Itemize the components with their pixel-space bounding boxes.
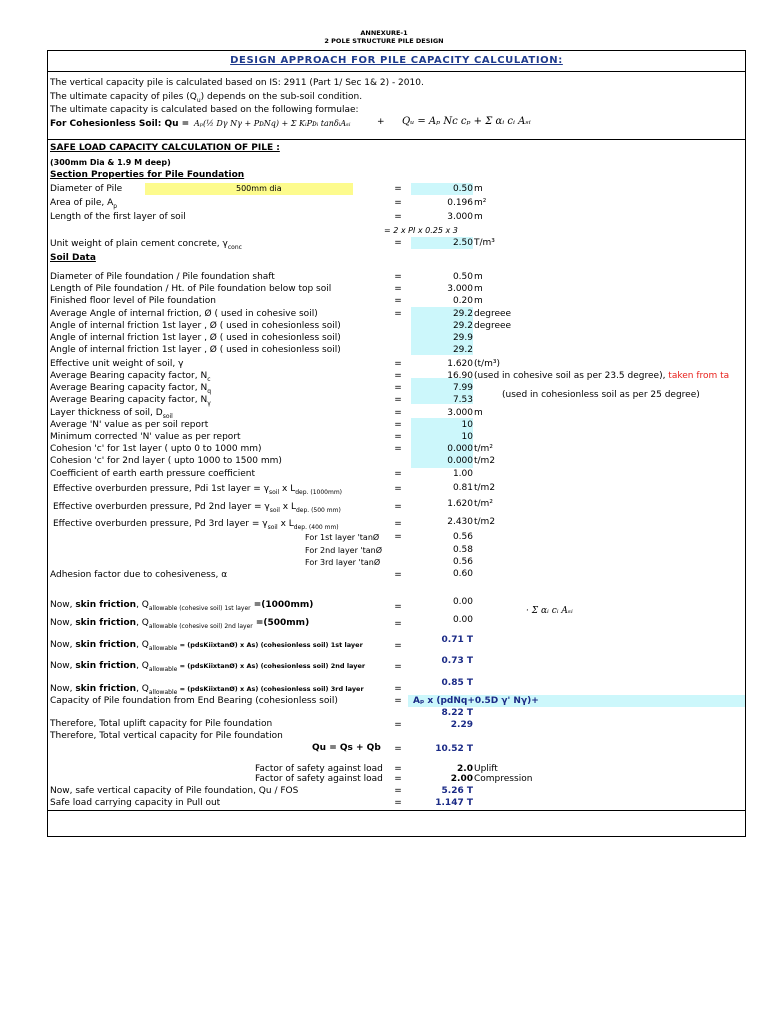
- tan-label: For 3rd layer 'tanØ: [305, 558, 381, 567]
- soil-row-value: 7.99: [452, 383, 473, 393]
- equals-sign: =: [394, 602, 402, 612]
- soil-row-value: 3.000: [447, 408, 473, 418]
- vertical-total-label: Therefore, Total vertical capacity for Pile foundation: [50, 731, 283, 741]
- equals-sign: =: [394, 484, 402, 494]
- equals-sign: =: [394, 272, 402, 282]
- skin-friction-value: 0.00: [452, 597, 473, 607]
- fos-value: 2.0: [457, 764, 473, 774]
- uplift-total-label: Therefore, Total uplift capacity for Pile foundation: [50, 719, 273, 729]
- overburden-unit: t/m2: [474, 483, 496, 493]
- formula-cohesionless: Aₚ(½ Dγ Nγ + PᴅNq) + Σ KᵢPᴅᵢ tanδᵢAₛᵢ: [194, 119, 351, 128]
- equals-sign: =: [394, 284, 402, 294]
- equals-sign: =: [394, 371, 402, 381]
- uplift-total-value: 2.29: [450, 720, 473, 730]
- soil-row-value: 29.2: [452, 321, 473, 331]
- equals-sign: =: [394, 519, 402, 529]
- equals-sign: =: [394, 198, 402, 208]
- equals-sign: =: [394, 532, 402, 542]
- equals-sign: =: [394, 309, 402, 319]
- soil-row-label: Angle of internal friction 1st layer , Ø ( used in cohesionless soil): [50, 345, 341, 355]
- length-value: 3.000: [447, 212, 473, 222]
- overburden-unit: t/m2: [474, 517, 496, 527]
- end-bearing-label: Capacity of Pile foundation from End Bearing (cohesionless soil): [50, 696, 338, 706]
- overburden-value: 1.620: [447, 499, 473, 509]
- soil-row-value: 29.2: [452, 345, 473, 355]
- equals-sign: =: [394, 619, 402, 629]
- intro-line-1: The vertical capacity pile is calculated based on IS: 2911 (Part 1/ Sec 1& 2) - 2010.: [50, 78, 424, 88]
- soil-row-label: Finished floor level of Pile foundation: [50, 296, 216, 306]
- overburden-value: 0.81: [452, 483, 473, 493]
- fos-label: Factor of safety against load: [255, 764, 383, 774]
- length-note: = 2 x PI x 0.25 x 3: [384, 226, 458, 235]
- skin-friction-label: Now, skin friction, $Q_{allowable (cohesive soil) 1st layer} =(1000mm)$: [50, 600, 314, 612]
- formula-cohesive: Qᵤ = Aₚ Nᴄ cₚ + Σ αᵢ cᵢ Aₛᵢ: [402, 116, 531, 127]
- diameter-value: 0.50: [452, 184, 473, 194]
- equals-sign: =: [394, 744, 402, 754]
- equals-sign: =: [394, 696, 402, 706]
- skin-friction-value: 0.00: [452, 615, 473, 625]
- skin-friction-value: 0.71 T: [441, 635, 473, 645]
- equals-sign: =: [394, 238, 402, 248]
- qu-label: Qu = Qs + Qb: [312, 743, 381, 753]
- overburden-unit: t/m²: [474, 499, 493, 509]
- soil-row-label: Cohesion 'c' for 2nd layer ( upto 1000 to 1500 mm): [50, 456, 282, 466]
- soil-row-unit: (t/m³): [474, 359, 500, 369]
- equals-sign: =: [394, 383, 402, 393]
- tan-label: For 1st layer 'tanØ: [305, 533, 380, 542]
- equals-sign: =: [394, 408, 402, 418]
- soil-row-label: Diameter of Pile foundation / Pile foundation shaft: [50, 272, 275, 282]
- safe-pullout-value: 1.147 T: [435, 798, 473, 808]
- soil-row-value: 29.2: [452, 309, 473, 319]
- section-properties-title: Section Properties for Pile Foundation: [50, 170, 245, 180]
- soil-row-label: Angle of internal friction 1st layer , Ø ( used in cohesionless soil): [50, 321, 341, 331]
- skin-friction-value: 0.85 T: [441, 678, 473, 688]
- soil-row-value: 0.000: [447, 456, 473, 466]
- soil-row-value: 1.620: [447, 359, 473, 369]
- soil-row-value: 10: [461, 420, 473, 430]
- equals-sign: =: [394, 684, 402, 694]
- tan-label: For 2nd layer 'tanØ: [305, 546, 383, 555]
- soil-row-label: Coefficient of earth earth pressure coefficient: [50, 469, 255, 479]
- tan-value: 0.56: [452, 557, 473, 567]
- fos-unit: Uplift: [474, 764, 498, 774]
- end-bearing-value: 8.22 T: [441, 708, 473, 718]
- intro-line-2: The ultimate capacity of piles $(Q_u)$ depends on the sub-soil condition.: [50, 92, 363, 104]
- fos-label: Factor of safety against load: [255, 774, 383, 784]
- soil-row-value: 10: [461, 432, 473, 442]
- formula-plus: +: [377, 117, 385, 127]
- soil-row-unit: t/m2: [474, 456, 496, 466]
- cohesionless-label: For Cohesionless Soil: Qu =: [50, 119, 190, 129]
- safe-vertical-value: 5.26 T: [441, 786, 473, 796]
- equals-sign: =: [394, 420, 402, 430]
- soil-row-value: 3.000: [447, 284, 473, 294]
- document-subtitle: 2 POLE STRUCTURE PILE DESIGN: [324, 37, 444, 45]
- equals-sign: =: [394, 444, 402, 454]
- equals-sign: =: [394, 764, 402, 774]
- equals-sign: =: [394, 296, 402, 306]
- diameter-label: Diameter of Pile: [50, 184, 123, 194]
- qu-value: 10.52 T: [435, 744, 473, 754]
- soil-row-label: Cohesion 'c' for 1st layer ( upto 0 to 1000 mm): [50, 444, 262, 454]
- overburden-label: Effective overburden pressure, Pd 3rd layer = $\gamma_{soil}$ x $L_{dep. (400 mm)}$: [53, 519, 339, 531]
- diameter-note: 500mm dia: [236, 184, 282, 193]
- soil-row-value: 16.90: [447, 371, 473, 381]
- safe-pullout-label: Safe load carrying capacity in Pull out: [50, 798, 221, 808]
- area-label: Area of pile, $A_p$: [50, 198, 118, 210]
- skin-friction-label: Now, skin friction, $Q_{allowable}$ = (pdsKiixtanØ) x As) (cohesionless soil) 1st layer: [50, 640, 363, 652]
- skin-friction-formula: · Σ αᵢ cᵢ Aₛᵢ: [526, 606, 573, 616]
- soil-row-value: 7.53: [452, 395, 473, 405]
- area-value: 0.196: [447, 198, 473, 208]
- soil-row-label: Minimum corrected 'N' value as per report: [50, 432, 241, 442]
- soil-row-unit: m: [474, 284, 483, 294]
- equals-sign: =: [394, 798, 402, 808]
- unit-weight-value: 2.50: [452, 238, 473, 248]
- tan-value: 0.58: [452, 545, 473, 555]
- soil-row-unit: m: [474, 296, 483, 306]
- intro-line-3: The ultimate capacity is calculated based on the following formulae:: [50, 105, 359, 115]
- soil-row-label: Average 'N' value as per soil report: [50, 420, 209, 430]
- equals-sign: =: [394, 502, 402, 512]
- cohesionless-note: (used in cohesionless soil as per 25 degree): [502, 390, 700, 400]
- equals-sign: =: [394, 570, 402, 580]
- tan-value: 0.56: [452, 532, 473, 542]
- equals-sign: =: [394, 786, 402, 796]
- soil-data-title: Soil Data: [50, 253, 96, 263]
- overburden-label: Effective overburden pressure, Pdi 1st layer = $\gamma_{soil}$ x $L_{dep. (1000mm)}$: [53, 484, 343, 496]
- equals-sign: =: [394, 720, 402, 730]
- equals-sign: =: [394, 641, 402, 651]
- bottom-divider: [47, 810, 746, 811]
- section-title: SAFE LOAD CAPACITY CALCULATION OF PILE :: [50, 143, 280, 153]
- section-divider: [47, 139, 746, 140]
- overburden-value: 2.430: [447, 517, 473, 527]
- soil-row-unit: (used in cohesive soil as per 23.5 degree), taken from ta: [474, 371, 730, 381]
- soil-row-unit: degreee: [474, 309, 512, 319]
- soil-row-label: Average Bearing capacity factor, $N_c$: [50, 371, 211, 383]
- equals-sign: =: [394, 395, 402, 405]
- soil-row-label: Angle of internal friction 1st layer , Ø ( used in cohesionless soil): [50, 333, 341, 343]
- equals-sign: =: [394, 359, 402, 369]
- equals-sign: =: [394, 469, 402, 479]
- overburden-label: Effective overburden pressure, Pd 2nd layer = $\gamma_{soil}$ x $L_{dep. (500 mm)}$: [53, 502, 341, 514]
- soil-row-value: 0.000: [447, 444, 473, 454]
- unit-weight-label: Unit weight of plain cement concrete, $\gamma_{conc}$: [50, 239, 242, 251]
- annexure-label: ANNEXURE-1: [360, 29, 408, 37]
- soil-row-value: 29.9: [452, 333, 473, 343]
- skin-friction-label: Now, skin friction, $Q_{allowable}$ = (pdsKiixtanØ) x As) (cohesionless soil) 3rd layer: [50, 684, 364, 696]
- soil-row-label: Layer thickness of soil, $D_{soil}$: [50, 408, 173, 420]
- length-unit: m: [474, 212, 483, 222]
- adhesion-value: 0.60: [452, 569, 473, 579]
- skin-friction-label: Now, skin friction, $Q_{allowable (cohesive soil) 2nd layer} =(500mm)$: [50, 618, 310, 630]
- soil-row-label: Effective unit weight of soil, γ: [50, 359, 184, 369]
- equals-sign: =: [394, 662, 402, 672]
- fos-value: 2.00: [450, 774, 473, 784]
- soil-row-value: 0.50: [452, 272, 473, 282]
- section-subtitle: (300mm Dia & 1.9 M deep): [50, 158, 171, 167]
- equals-sign: =: [394, 184, 402, 194]
- soil-row-value: 0.20: [452, 296, 473, 306]
- safe-vertical-label: Now, safe vertical capacity of Pile foundation, Qu / FOS: [50, 786, 299, 796]
- equals-sign: =: [394, 774, 402, 784]
- length-label: Length of the first layer of soil: [50, 212, 186, 222]
- skin-friction-label: Now, skin friction, $Q_{allowable}$ = (pdsKiixtanØ) x As) (cohesionless soil) 2nd layer: [50, 661, 366, 673]
- sheet-title: DESIGN APPROACH FOR PILE CAPACITY CALCULATION:: [47, 50, 746, 72]
- soil-row-unit: m: [474, 408, 483, 418]
- soil-row-label: Length of Pile foundation / Ht. of Pile foundation below top soil: [50, 284, 332, 294]
- soil-row-label: Average Angle of internal friction, Ø ( used in cohesive soil): [50, 309, 318, 319]
- diameter-unit: m: [474, 184, 483, 194]
- soil-row-label: Average Bearing capacity factor, $N_\gamma$: [50, 395, 211, 407]
- adhesion-label: Adhesion factor due to cohesiveness, α: [50, 570, 228, 580]
- soil-row-label: Average Bearing capacity factor, $N_q$: [50, 383, 212, 395]
- equals-sign: =: [394, 212, 402, 222]
- soil-row-unit: m: [474, 272, 483, 282]
- area-unit: m²: [474, 198, 487, 208]
- equals-sign: =: [394, 432, 402, 442]
- skin-friction-value: 0.73 T: [441, 656, 473, 666]
- soil-row-value: 1.00: [452, 469, 473, 479]
- soil-row-unit: t/m²: [474, 444, 493, 454]
- unit-weight-unit: T/m³: [474, 238, 495, 248]
- end-bearing-formula: Aₚ x (pdNq+0.5D γ' Nγ)+: [413, 696, 539, 706]
- soil-row-unit: degreee: [474, 321, 512, 331]
- fos-unit: Compression: [474, 774, 533, 784]
